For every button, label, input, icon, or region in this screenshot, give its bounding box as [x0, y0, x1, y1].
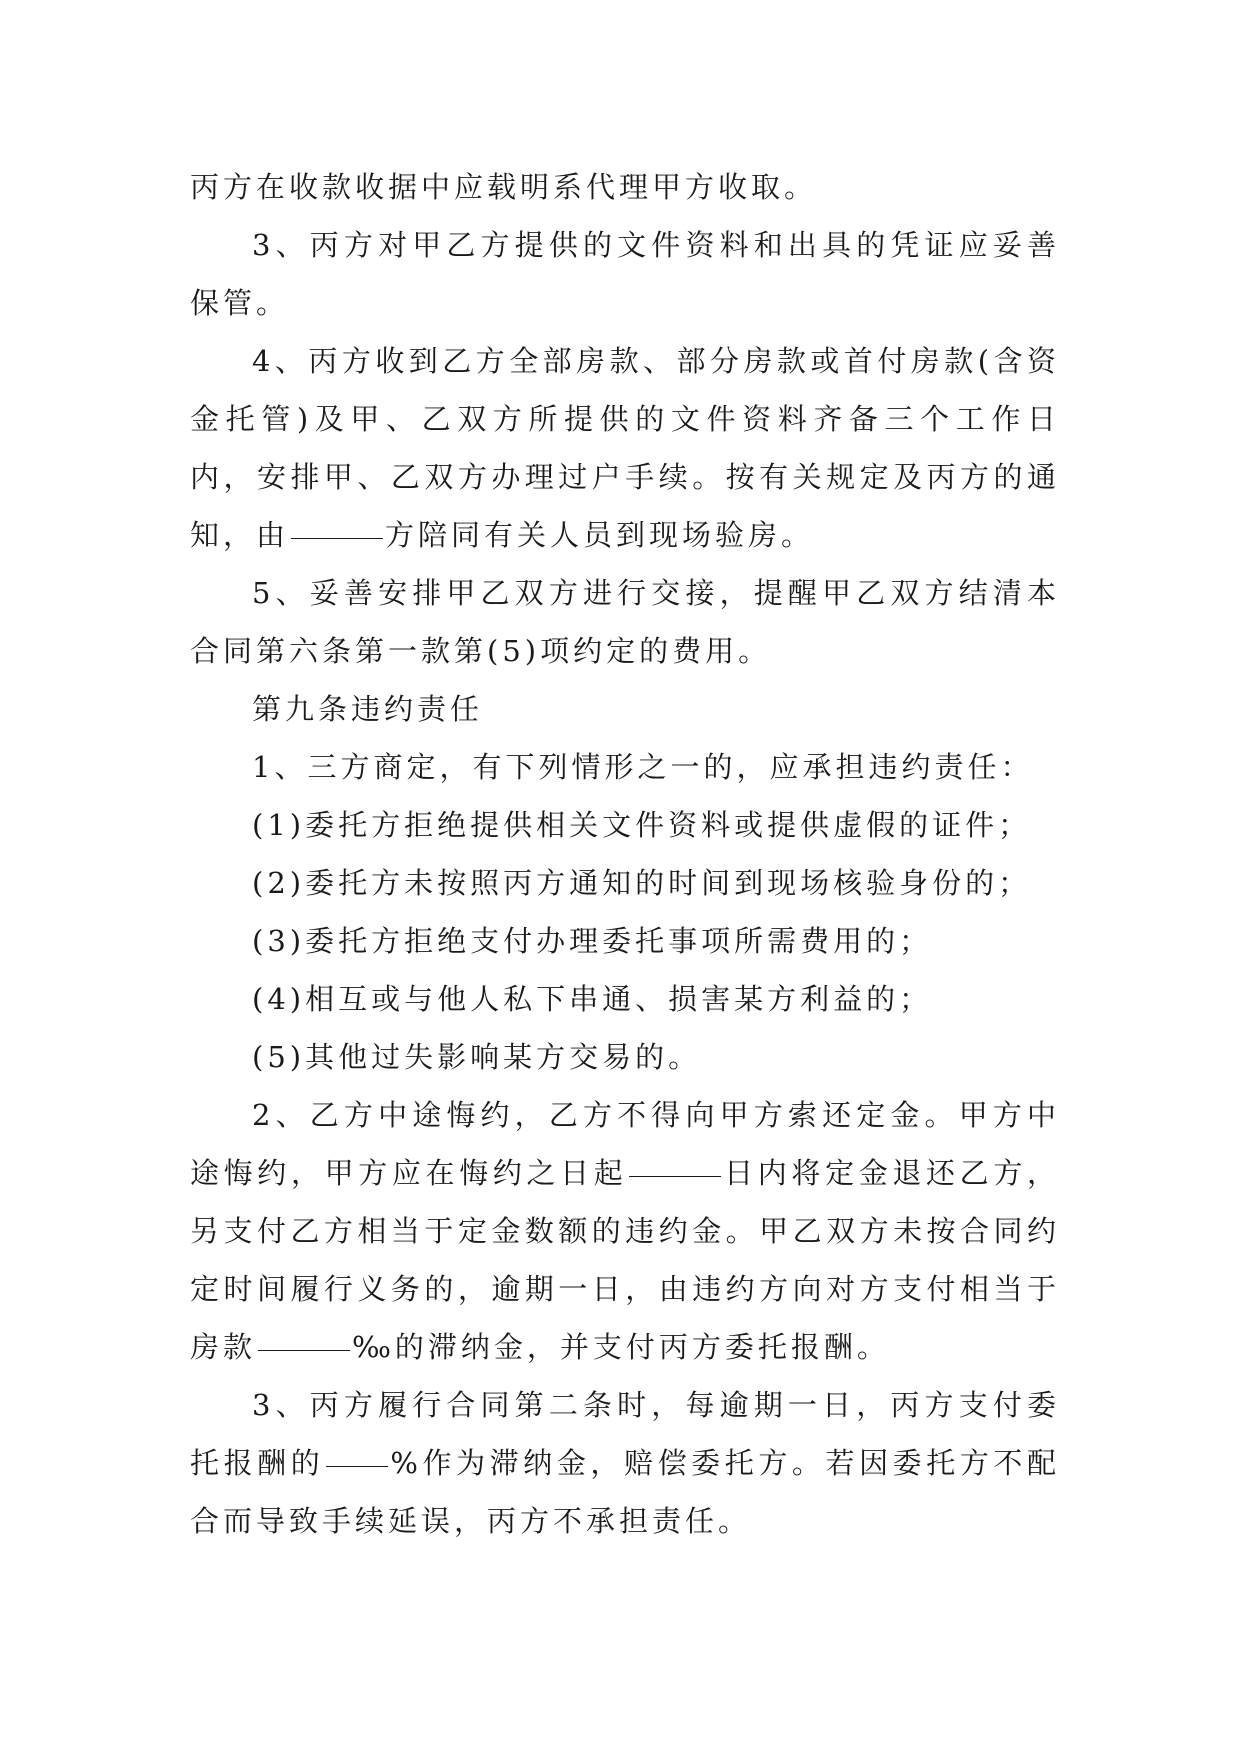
paragraph-text-segment: 日内将定金退还乙方，另支付乙方相当于定金数额的违约金。甲乙双方未按合同约定时间履行义务的，逾期一日，由违约方向对方支付相当于房款 — [190, 1156, 1060, 1364]
paragraph-text-segment: 4、丙方收到乙方全部房款、部分房款或首付房款(含资金托管)及甲、乙双方所提供的文件资料齐备三个工作日内，安排甲、乙双方办理过户手续。按有关规定及丙方的通知，由 — [190, 344, 1060, 552]
paragraph-text-segment: 3、丙方履行合同第二条时，每逾期一日，丙方支付委托报酬的 — [190, 1388, 1060, 1480]
fill-in-blank-line — [291, 538, 383, 539]
paragraph-text-segment: ‰的滞纳金，并支付丙方委托报酬。 — [352, 1330, 890, 1364]
list-item-liability-2: (2)委托方未按照丙方通知的时间到现场核验身份的； — [252, 866, 1032, 900]
fill-in-blank-line — [326, 1466, 388, 1467]
paragraph-clause-3-penalty — [190, 1376, 1060, 1550]
list-item-liability-3: (3)委托方拒绝支付办理委托事项所需费用的； — [252, 924, 933, 958]
paragraph-receipt-note: 丙方在收款收据中应载明系代理甲方收取。 — [190, 170, 818, 204]
list-item-liability-4: (4)相互或与他人私下串通、损害某方利益的； — [252, 982, 933, 1016]
paragraph-text-segment: 2、乙方中途悔约，乙方不得向甲方索还定金。甲方中途悔约，甲方应在悔约之日起 — [190, 1098, 1060, 1190]
section-heading-article-9: 第九条违约责任 — [252, 692, 484, 726]
paragraph-liability-intro: 1、三方商定，有下列情形之一的，应承担违约责任： — [252, 750, 1034, 784]
paragraph-text-segment: %作为滞纳金，赔偿委托方。若因委托方不配合而导致手续延误，丙方不承担责任。 — [190, 1446, 1060, 1538]
paragraph-text-segment: 方陪同有关人员到现场验房。 — [385, 518, 815, 552]
paragraph-clause-5-handover: 5、妥善安排甲乙双方进行交接，提醒甲乙双方结清本合同第六条第一款第(5)项约定的费用。 — [190, 576, 1060, 668]
list-item-liability-5: (5)其他过失影响某方交易的。 — [252, 1040, 702, 1074]
document-body — [190, 158, 1060, 1550]
paragraph-clause-3-custody: 3、丙方对甲乙方提供的文件资料和出具的凭证应妥善保管。 — [190, 228, 1060, 320]
paragraph-clause-2-breach — [190, 1086, 1060, 1376]
fill-in-blank-line — [629, 1176, 721, 1177]
paragraph-clause-4-transfer — [190, 332, 1060, 564]
fill-in-blank-line — [258, 1350, 350, 1351]
list-item-liability-1: (1)委托方拒绝提供相关文件资料或提供虚假的证件； — [252, 808, 1032, 842]
